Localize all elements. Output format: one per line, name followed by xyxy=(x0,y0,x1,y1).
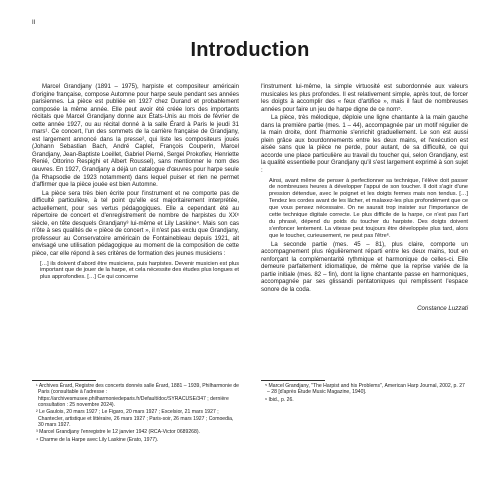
paragraph: Marcel Grandjany (1891 – 1975), harpiste et compositeur américain d'origine française, compose Automne pour harpe seule pendant ses années parisiennes. La pièce est publiée en 1927 chez Durand et probablement composée la même année. Elle peut avoir été créée lors des importants récitals que Marcel Grandjany donne aux États-Unis au mois de février de cette année 1927, ou au récital donné à la salle Érard à Paris le jeudi 31 mars¹. Ce concert, l'un des sommets de la carrière française de Grandjany, est largement annoncé dans la presse², qui liste les compositeurs joués (Johann Sebastian Bach, André Caplet, François Couperin, Marcel Grandjany, Jean-Baptiste Loeillet, Gabriel Pierné, Sergei Prokofiev, Henriette Renié, Ottorino Respighi et Albert Roussel), sans mentionner le nom des œuvres. En 1927, Grandjany a déjà un catalogue d'œuvres pour harpe seule (la Rhapsodie de 1923 notamment) dans lequel puiser et rien ne permet d'affirmer que la pièce jouée est bien Automne. xyxy=(32,84,239,189)
page-title: Introduction xyxy=(190,39,310,61)
author-signature: Constance Luzzati xyxy=(417,304,468,312)
footnote: ³ Marcel Grandjany l'enregistre le 12 janvier 1942 (RCA-Victor 0689268). xyxy=(36,429,200,436)
footnote-divider xyxy=(261,380,325,381)
block-quote: Ainsi, avant même de penser à perfectionner sa technique, l'élève doit passer de nombreuses heures à développer l'appui de son toucher. Il doit s'agir d'une pression détendue, avec le poignet et les doigts fermes mais non tendus. […] Tendez les cordes avant de les lâcher, et malaxez-les plus profondément que ce que vous pensez nécessaire. On ne saurait trop insister sur l'importance de cette technique digitale correcte. Le plus difficile de la harpe, ce n'est pas l'art du phrasé, dépend du poids du toucher du harpiste. Des doigts doivent s'enfoncer lentement. La vitesse peut toujours être développée plus tard, alors que le toucher, curieusement, ne peut pas l'être⁶. xyxy=(269,177,468,239)
footnote: ⁶ Ibid., p. 26. xyxy=(265,396,294,403)
footnote: ² Le Gaulois, 20 mars 1927 ; Le Figaro, 20 mars 1927 ; Excelsior, 21 mars 1927 ; Chantecler, artistique et littéraire, 26 mars 1927 ; Paris-soir, 26 mars 1927 ; Comoedia, 30 mars 1927. xyxy=(36,409,234,429)
footnote: ¹ Archives Érard, Registre des concerts donnés salle Érard, 1881 – 1939, Philharmonie de Paris (consultable à l'adresse : https://archivesmusee.philharmoniedeparis.fr/Default/doc/SYRACUSE/347 ; dernière consultation : 25 novembre 2024). xyxy=(36,383,240,409)
block-quote: […] ils doivent d'abord être musiciens, puis harpistes. Devenir musicien est plus important que de jouer de la harpe, et cela nécessite des études plus longues et plus approfondies. […] Ce qui concerne xyxy=(40,260,239,281)
footnote: ⁵ Marcel Grandjany, "The Harpist and his Problems", American Harp Journal, 2002, p. 27 – 28 [d'après Étude Music Magazine, 1940]. xyxy=(265,383,465,396)
footnote: ⁴ Charme de la Harpe avec Lily Laskine (Erato, 1977). xyxy=(36,436,159,443)
paragraph: La pièce, très mélodique, déploie une ligne chantante à la main gauche dans la première partie (mes. 1 – 44), accompagnée par un motif régulier de la main droite, dont l'harmonie s'enrichit graduellement. Le son est aussi plein grâce aux bourdonnements entre les deux mains, et l'exécution est aisée sans que la pièce ne perde, pour autant, de sa difficulté, ce qui accorde une place particulière au travail du toucher qui, selon Grandjany, est la qualité essentielle pour Grandjany qu'il s'est largement exprimé à son sujet : xyxy=(261,115,468,175)
footnotes-left xyxy=(32,383,239,444)
paragraph: La pièce sera très bien écrite pour l'instrument et ne comporte pas de difficulté particulière, à tel point qu'elle est majoritairement interprétée, actuellement, pour ses vertus pédagogiques. Elle a cependant été au répertoire de concert et d'enregistrement de nombre de harpistes du XXᵉ siècle, en tête desquels Grandjany³ lui-même et Lily Laskine⁴. Mais son cas n'ôte à ses qualités de « pièce de concert », il n'est pas exclu que Grandjany, professeur au Conservatoire américain de Fontainebleau depuis 1921, ait envisagé une utilisation pédagogique au moment de la composition de cette pièce, car elle répond à ses critères de formation des jeunes musiciens : xyxy=(32,190,239,258)
right-column xyxy=(261,84,468,312)
left-column xyxy=(32,84,239,283)
page-number: II xyxy=(32,20,36,26)
paragraph: l'instrument lui-même, la simple virtuosité est subordonnée aux valeurs musicales les plus profondes. Il est relativement simple, après tout, de forcer les doigts à accomplir des « feux d'artifice », mais il faut de nombreuses années pour faire un jeu de harpe digne de ce nom⁵. xyxy=(261,84,468,113)
paragraph: La seconde partie (mes. 45 – 81), plus claire, comporte un accompagnement plus régulièrement réparti entre les deux mains, tout en renforçant la complémentarité rythmique et harmonique de celles-ci. Elle demeure parfaitement idiomatique, de même que la reprise variée de la partie initiale (mes. 82 – fin), dont la ligne chantante passe en harmoniques, accompagnée par ses glissandi pentatoniques qui remplissent l'espace sonore de la coda. xyxy=(261,241,468,293)
footnotes-right xyxy=(261,383,468,404)
footnote-divider xyxy=(32,380,96,381)
